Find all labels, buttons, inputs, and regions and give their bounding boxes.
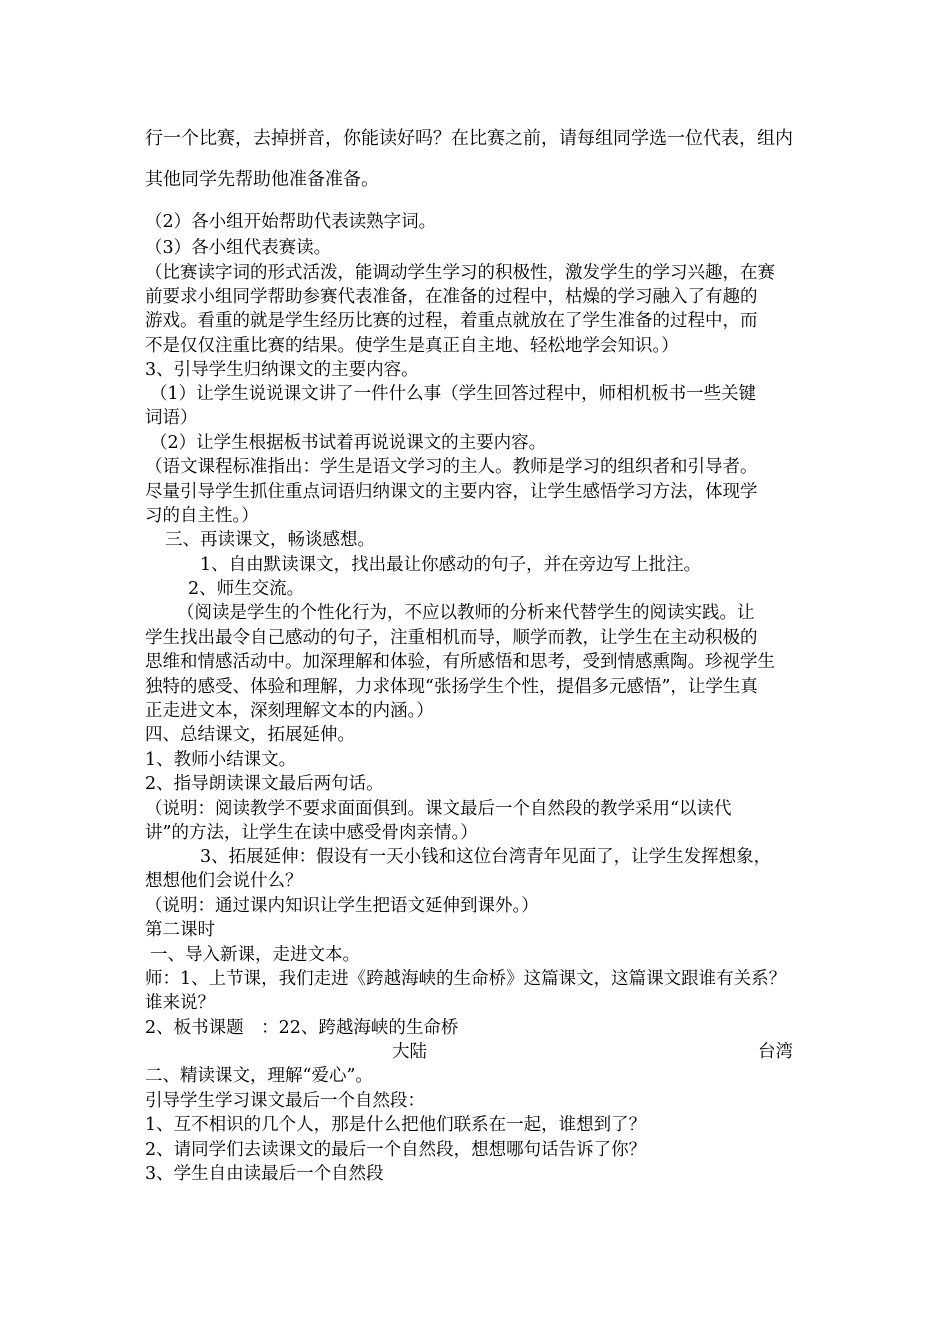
paragraph-line: （比赛读字词的形式活泼，能调动学生学习的积极性，激发学生的学习兴趣，在赛: [145, 263, 775, 283]
paragraph-line: 2、指导朗读课文最后两句话。: [145, 774, 384, 794]
paragraph-line: （说明：通过课内知识让学生把语文延伸到课外。）: [145, 896, 539, 916]
board-label-right: 台湾: [758, 1042, 793, 1062]
paragraph-line: （1）让学生说说课文讲了一件什么事（学生回答过程中，师相机板书一些关键: [150, 384, 757, 404]
paragraph-line: 师：1、上节课，我们走进《跨越海峡的生命桥》这篇课文，这篇课文跟谁有关系？: [145, 969, 787, 989]
paragraph-line: 习的自主性。）: [145, 506, 259, 526]
section-line: 3、引导学生归纳课文的主要内容。: [145, 360, 419, 380]
paragraph-line: 正走进文本，深刻理解文本的内涵。）: [145, 701, 434, 721]
paragraph-line: 学生找出最令自己感动的句子，注重相机而导，顺学而教，让学生在主动积极的: [145, 628, 758, 648]
paragraph-line: 讲”的方法，让学生在读中感受骨肉亲情。）: [145, 823, 478, 843]
paragraph-line: 1、互不相识的几个人，那是什么把他们联系在一起，谁想到了？: [145, 1115, 647, 1135]
section-heading: 二、精读课文，理解“爱心”。: [145, 1066, 373, 1086]
paragraph-line: 其他同学先帮助他准备准备。: [145, 169, 379, 190]
paragraph-line: 2、师生交流。: [188, 579, 305, 599]
board-label-left: 大陆: [392, 1042, 427, 1062]
paragraph-line: （2）让学生根据板书试着再说说课文的主要内容。: [150, 433, 547, 453]
section-heading: 三、再读课文，畅谈感想。: [165, 530, 375, 550]
paragraph-line: 游戏。看重的就是学生经历比赛的过程，着重点就放在了学生准备的过程中，而: [145, 311, 758, 331]
paragraph-line: 引导学生学习课文最后一个自然段：: [145, 1091, 425, 1111]
paragraph-line: 行一个比赛，去掉拼音，你能读好吗？在比赛之前，请每组同学选一位代表，组内: [145, 128, 793, 149]
paragraph-line: （3）各小组代表赛读。: [145, 238, 332, 258]
paragraph-line: 谁来说？: [145, 993, 215, 1013]
paragraph-line: 尽量引导学生抓住重点词语归纳课文的主要内容，让学生感悟学习方法，体现学: [145, 482, 758, 502]
lesson-heading: 第二课时: [145, 920, 215, 940]
paragraph-line: 不是仅仅注重比赛的结果。使学生是真正自主地、轻松地学会知识。）: [145, 336, 679, 356]
paragraph-line: （说明：阅读教学不要求面面俱到。课文最后一个自然段的教学采用“以读代: [145, 799, 732, 819]
paragraph-line: 1、自由默读课文，找出最让你感动的句子，并在旁边写上批注。: [200, 555, 702, 575]
paragraph-line: （语文课程标准指出：学生是语文学习的主人。教师是学习的组织者和引导者。: [145, 457, 758, 477]
paragraph-line: 想想他们会说什么？: [145, 871, 303, 891]
paragraph-line: 思维和情感活动中。加深理解和体验，有所感悟和思考，受到情感熏陶。珍视学生: [145, 652, 775, 672]
paragraph-line: 2、请同学们去读课文的最后一个自然段，想想哪句话告诉了你？: [145, 1140, 647, 1160]
paragraph-line: 词语）: [145, 408, 198, 428]
paragraph-line: 1、教师小结课文。: [145, 750, 297, 770]
section-heading: 一、导入新课，走进文本。: [150, 945, 360, 965]
paragraph-line: 前要求小组同学帮助参赛代表准备，在准备的过程中，枯燥的学习融入了有趣的: [145, 287, 758, 307]
paragraph-line: 独特的感受、体验和理解，力求体现“张扬学生个性，提倡多元感悟”，让学生真: [145, 677, 758, 697]
paragraph-line: （2）各小组开始帮助代表读熟字词。: [145, 212, 437, 232]
paragraph-line: 2、板书课题 ：22、跨越海峡的生命桥: [145, 1018, 459, 1038]
section-heading: 四、总结课文，拓展延伸。: [145, 725, 355, 745]
paragraph-line: 3、拓展延伸：假设有一天小钱和这位台湾青年见面了，让学生发挥想象，: [200, 847, 772, 867]
paragraph-line: （阅读是学生的个性化行为，不应以教师的分析来代替学生的阅读实践。让: [177, 603, 755, 623]
paragraph-line: 3、学生自由读最后一个自然段: [145, 1164, 384, 1184]
